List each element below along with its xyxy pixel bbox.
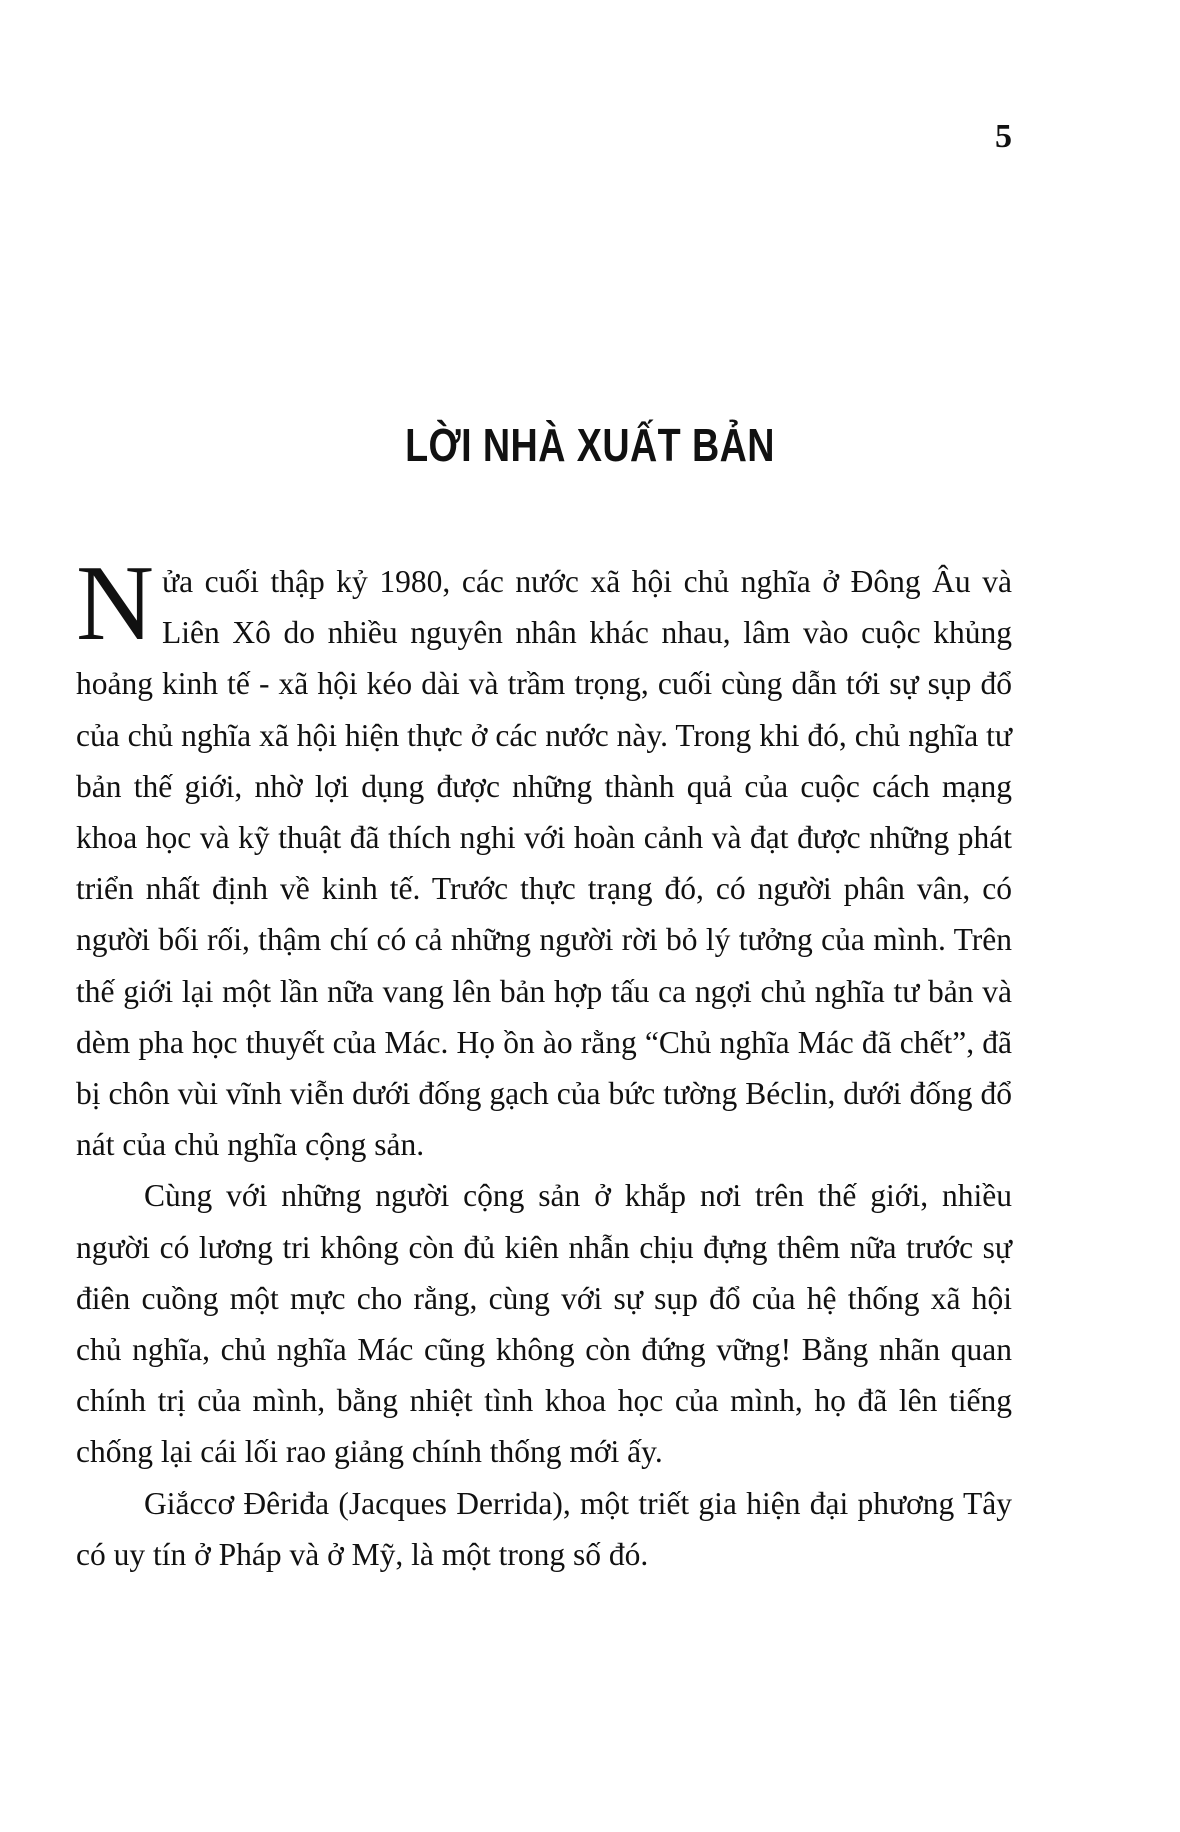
page-title: LỜI NHÀ XUẤT BẢN <box>405 419 775 471</box>
page-number: 5 <box>995 118 1012 155</box>
paragraph-1-text: ửa cuối thập kỷ 1980, các nước xã hội chủ nghĩa ở Đông Âu và Liên Xô do nhiều nguyên nhân khác nhau, lâm vào cuộc khủng hoảng kinh tế - xã hội kéo dài và trầm trọng, cuối cùng dẫn tới sự sụp đổ của chủ nghĩa xã hội hiện thực ở các nước này. Trong khi đó, chủ nghĩa tư bản thế giới, nhờ lợi dụng được những thành quả của cuộc cách mạng khoa học và kỹ thuật đã thích nghi với hoàn cảnh và đạt được những phát triển nhất định về kinh tế. Trước thực trạng đó, có người phân vân, có người bối rối, thậm chí có cả những người rời bỏ lý tưởng của mình. Trên thế giới lại một lần nữa vang lên bản hợp tấu ca ngợi chủ nghĩa tư bản và dèm pha học thuyết của Mác. Họ ồn ào rằng “Chủ nghĩa Mác đã chết”, đã bị chôn vùi vĩnh viễn dưới đống gạch của bức tường Béclin, dưới đống đổ nát của chủ nghĩa cộng sản. <box>76 564 1012 1163</box>
paragraph-3: Giắccơ Đêriđa (Jacques Derrida), một triết gia hiện đại phương Tây có uy tín ở Pháp và ở Mỹ, là một trong số đó. <box>76 1485 1012 1572</box>
paragraph-1 <box>76 544 1012 1170</box>
body-text <box>76 544 1012 1580</box>
drop-cap: N <box>76 544 154 663</box>
paragraph-2: Cùng với những người cộng sản ở khắp nơi trên thế giới, nhiều người có lương tri không còn đủ kiên nhẫn chịu đựng thêm nữa trước sự điên cuồng một mực cho rằng, cùng với sự sụp đổ của hệ thống xã hội chủ nghĩa, chủ nghĩa Mác cũng không còn đứng vững! Bằng nhãn quan chính trị của mình, bằng nhiệt tình khoa học của mình, họ đã lên tiếng chống lại cái lối rao giảng chính thống mới ấy. <box>76 1178 1012 1470</box>
